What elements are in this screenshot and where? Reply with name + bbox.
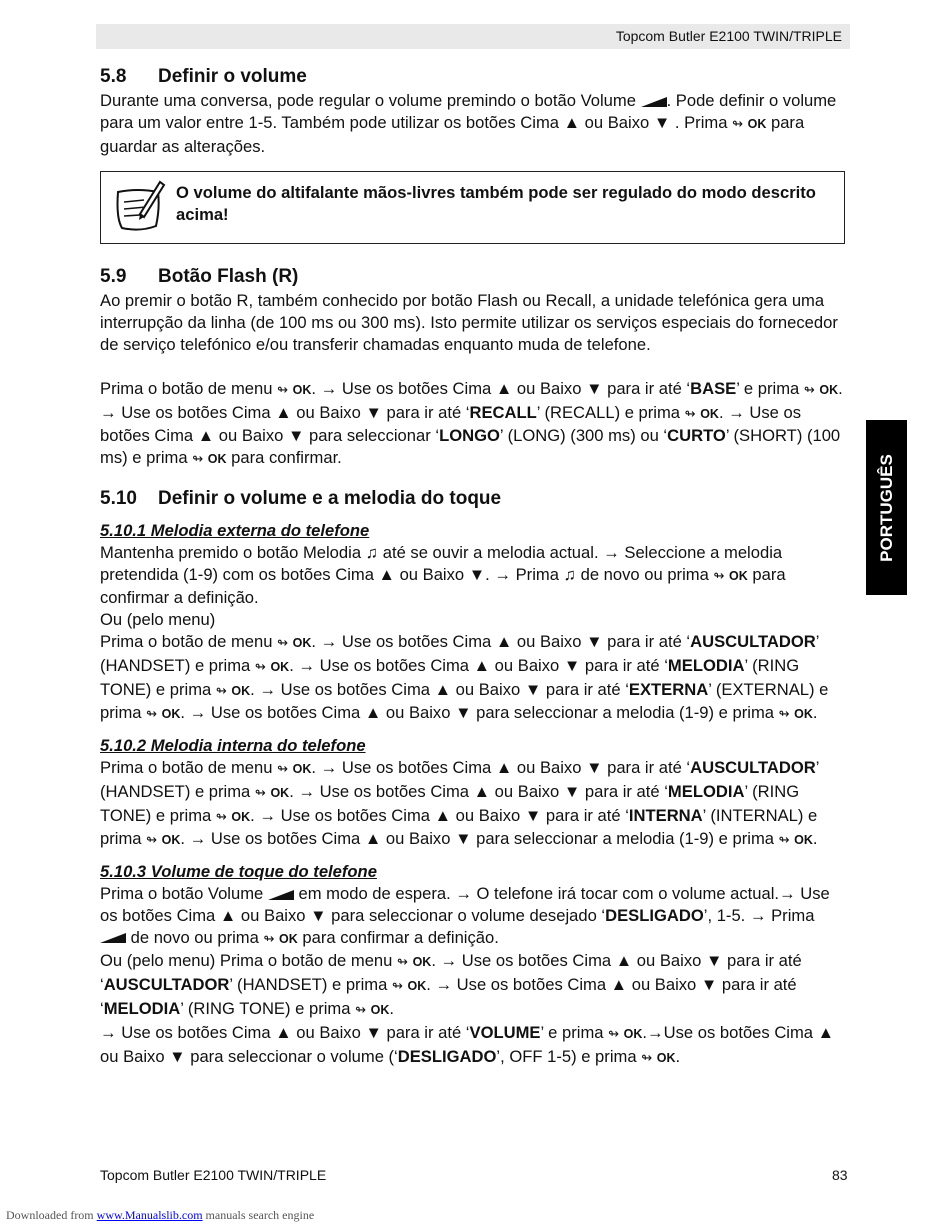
section-5-8-text: Durante uma conversa, pode regular o volume premindo o botão Volume . Pode definir o volume para um valor entre 1-5. Também pode utilizar os botões Cima ▲ ou Baixo ▼ . Prima ↬ OK para guardar as alterações.	[100, 91, 837, 156]
ok-key-icon: ↬	[397, 954, 408, 970]
ok-key-icon: ↬	[713, 567, 725, 583]
ok-key-icon: ↬	[254, 658, 266, 674]
note-box	[100, 171, 845, 244]
ok-key-icon: ↬	[355, 1001, 366, 1017]
volume-icon	[100, 932, 126, 944]
ok-key-icon: ↬	[608, 1025, 620, 1041]
note-text: O volume do altifalante mãos-livres também pode ser regulado do modo descrito acima!	[176, 183, 816, 225]
ok-key-icon: ↬	[215, 682, 227, 698]
subsection-5-10-2-text: Prima o botão de menu ↬ OK. → Use os botões Cima ▲ ou Baixo ▼ para ir até ‘AUSCULTADOR’ (HANDSET) e prima ↬ OK. → Use os botões Cima ▲ ou Baixo ▼ para ir até ‘MELODIA’ (RING TONE) e prima ↬ OK. → Use os botões Cima ▲ ou Baixo ▼ para ir até ‘INTERNA’ (INTERNAL) e prima ↬ OK. → Use os botões Cima ▲ ou Baixo ▼ para seleccionar a melodia (1-9) e prima ↬ OK.	[100, 757, 819, 849]
note-pencil-icon	[110, 178, 166, 234]
ok-key-icon: ↬	[192, 451, 204, 467]
ok-key-icon: ↬	[778, 832, 790, 848]
manualslib-link[interactable]: www.Manualslib.com	[96, 1208, 203, 1222]
page-number: 83	[832, 1167, 848, 1183]
download-notice: Downloaded from www.Manualslib.com manuals search engine	[6, 1208, 315, 1222]
volume-icon	[641, 96, 667, 108]
section-heading-5-10: 5.10 Definir o volume e a melodia do toque	[100, 487, 502, 509]
page-content	[100, 64, 845, 1069]
section-5-9-intro: Ao premir o botão R, também conhecido por botão Flash ou Recall, a unidade telefónica gera uma interrupção da linha (de 100 ms ou 300 ms). Isto permite utilizar os serviços especiais do fornecedor de serviço telefónico e/ou transferir chamadas enquanto muda de telefone.	[100, 291, 838, 354]
section-5-9-steps: Prima o botão de menu ↬ OK. → Use os botões Cima ▲ ou Baixo ▼ para ir até ‘BASE’ e prima ↬ OK. → Use os botões Cima ▲ ou Baixo ▼ para ir até ‘RECALL’ (RECALL) e prima ↬ OK. → Use os botões Cima ▲ ou Baixo ▼ para seleccionar ‘LONGO’ (LONG) (300 ms) ou ‘CURTO’ (SHORT) (100 ms) e prima ↬ OK para confirmar.	[100, 378, 843, 468]
language-tab: PORTUGUÊS	[866, 420, 907, 595]
ok-key-icon: ↬	[641, 1049, 653, 1065]
ok-key-icon: ↬	[277, 634, 289, 650]
subsection-5-10-2-title: 5.10.2 Melodia interna do telefone	[100, 736, 366, 756]
ok-key-icon: ↬	[391, 978, 403, 994]
volume-icon	[268, 889, 294, 901]
header-title: Topcom Butler E2100 TWIN/TRIPLE	[615, 28, 842, 44]
ok-key-icon: ↬	[263, 930, 275, 946]
ok-key-icon: ↬	[215, 808, 227, 824]
section-heading-5-9: 5.9 Botão Flash (R)	[100, 266, 299, 288]
ok-key-icon: ↬	[254, 784, 266, 800]
ok-key-icon: ↬	[803, 381, 815, 397]
ok-key-icon: ↬	[146, 832, 158, 848]
header-bar	[96, 24, 850, 49]
ok-key-icon: ↬	[684, 405, 696, 421]
subsection-5-10-3-text: Prima o botão Volume em modo de espera. → O telefone irá tocar com o volume actual.→ Use os botões Cima ▲ ou Baixo ▼ para seleccionar o volume desejado ‘DESLIGADO’, 1-5. → Prima de novo ou prima ↬ OK para confirmar a definição. Ou (pelo menu) Prima o botão de menu ↬ OK. → Use os botões Cima ▲ ou Baixo ▼ para ir até ‘AUSCULTADOR’ (HANDSET) e prima ↬ OK. → Use os botões Cima ▲ ou Baixo ▼ para ir até ‘MELODIA’ (RING TONE) e prima ↬ OK. → Use os botões Cima ▲ ou Baixo ▼ para ir até ‘VOLUME’ e prima ↬ OK.→Use os botões Cima ▲ ou Baixo ▼ para seleccionar o volume (‘DESLIGADO’, OFF 1-5) e prima ↬ OK.	[100, 883, 835, 1066]
section-heading-5-8: 5.8 Definir o volume	[100, 66, 307, 87]
subsection-5-10-1-text: Mantenha premido o botão Melodia ♫ até se ouvir a melodia actual. → Seleccione a melodia pretendida (1-9) com os botões Cima ▲ ou Baixo ▼. → Prima ♫ de novo ou prima ↬ OK para confirmar a definição. Ou (pelo menu) Prima o botão de menu ↬ OK. → Use os botões Cima ▲ ou Baixo ▼ para ir até ‘AUSCULTADOR’ (HANDSET) e prima ↬ OK. → Use os botões Cima ▲ ou Baixo ▼ para ir até ‘MELODIA’ (RING TONE) e prima ↬ OK. → Use os botões Cima ▲ ou Baixo ▼ para ir até ‘EXTERNA’ (EXTERNAL) e prima ↬ OK. → Use os botões Cima ▲ ou Baixo ▼ para seleccionar a melodia (1-9) e prima ↬ OK.	[100, 542, 829, 723]
ok-key-icon: ↬	[277, 760, 289, 776]
subsection-5-10-3-title: 5.10.3 Volume de toque do telefone	[100, 862, 377, 882]
ok-key-icon: ↬	[146, 706, 158, 722]
ok-key-icon: ↬	[778, 706, 790, 722]
subsection-5-10-1-title: 5.10.1 Melodia externa do telefone	[100, 520, 370, 540]
footer-title: Topcom Butler E2100 TWIN/TRIPLE	[100, 1167, 327, 1183]
ok-key-icon: ↬	[732, 115, 743, 131]
ok-key-icon: ↬	[277, 381, 289, 397]
